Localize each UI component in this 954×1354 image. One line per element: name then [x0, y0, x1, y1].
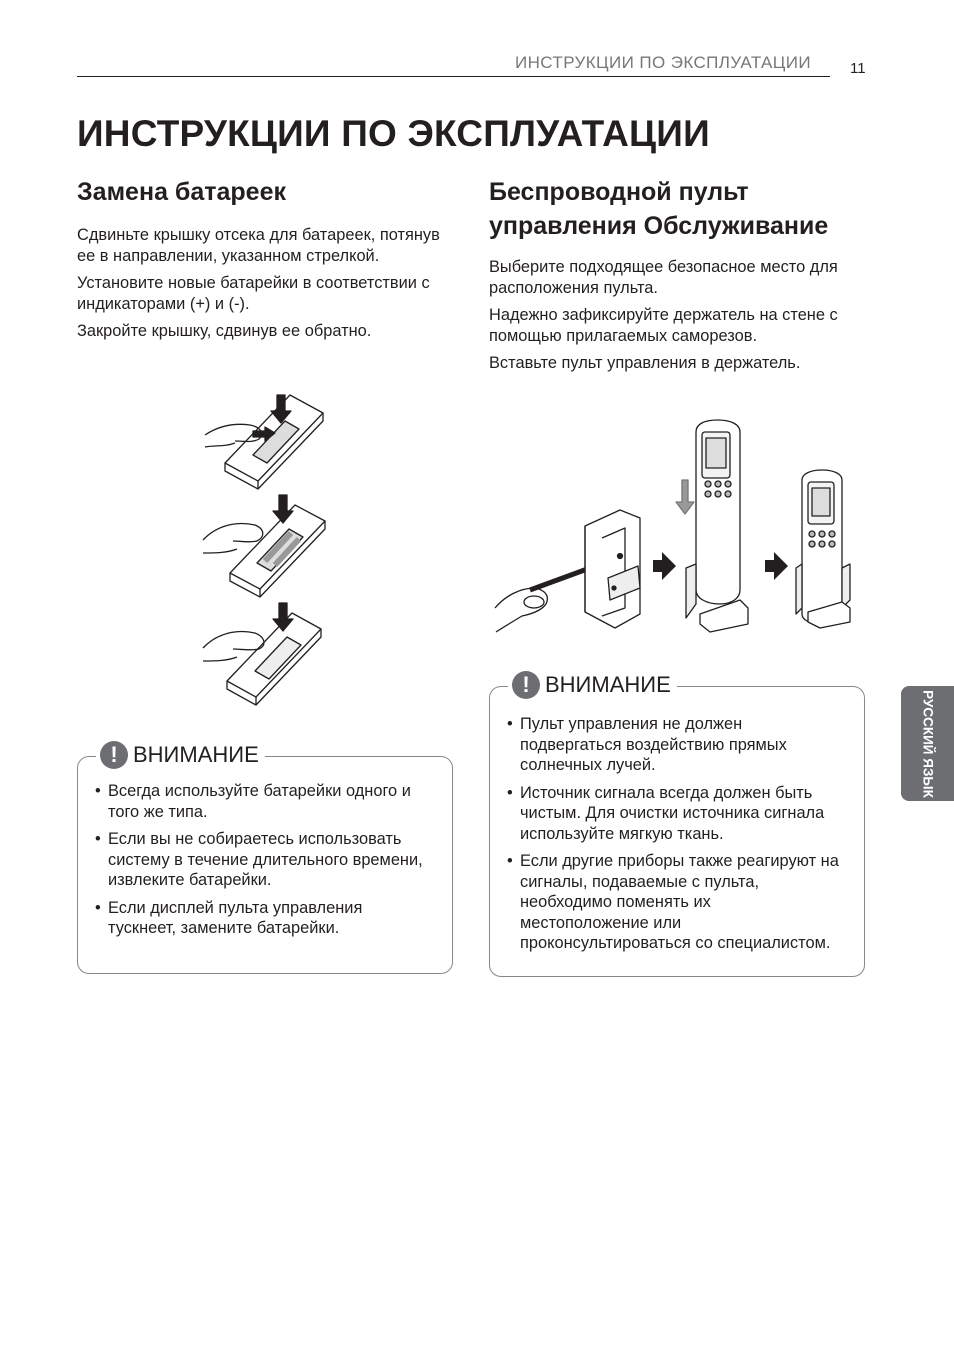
battery-step-2: Установите новые батарейки в соответствии с индикаторами (+) и (-). — [77, 274, 430, 313]
battery-step-3: Закройте крышку, сдвинув ее обратно. — [77, 322, 372, 340]
header-rule — [77, 76, 830, 77]
caution-heading — [96, 741, 265, 769]
exclamation-icon: ! — [100, 741, 128, 769]
battery-step-1: Сдвиньте крышку отсека для батареек, потянув ее в направлении, указанном стрелкой. — [77, 226, 440, 265]
list-item: • Если вы не собираетесь использовать систему в течение длительного времени, извлеките батарейки. — [95, 829, 432, 891]
page-number: 11 — [850, 60, 866, 77]
page-title: ИНСТРУКЦИИ ПО ЭКСПЛУАТАЦИИ — [77, 113, 710, 154]
caution-heading — [508, 671, 677, 699]
remote-in-holder — [796, 470, 850, 628]
language-side-tab — [901, 686, 954, 801]
remote-caution-box — [489, 672, 865, 977]
remote-step-1: Выберите подходящее безопасное место для расположения пульта. — [489, 258, 838, 297]
battery-caution-list — [95, 781, 432, 939]
battery-replacement-illustration — [195, 385, 335, 715]
remote-holder-illustration — [490, 418, 865, 646]
battery-panel-close-cover — [203, 603, 321, 705]
caution-label: ВНИМАНИЕ — [133, 742, 259, 767]
remote-step-2: Надежно зафиксируйте держатель на стене с помощью прилагаемых саморезов. — [489, 306, 838, 345]
battery-section — [77, 175, 457, 349]
list-item: • Пульт управления не должен подвергаться воздействию прямых солнечных лучей. — [507, 714, 844, 776]
battery-panel-open-cover — [205, 395, 323, 489]
list-item: • Если дисплей пульта управления тускнеет, замените батарейки. — [95, 898, 432, 939]
wall-holder — [585, 510, 640, 628]
remote-inserting — [676, 420, 748, 632]
list-item: • Если другие приборы также реагируют на сигналы, подаваемые с пульта, необходимо поменять их местоположение или проконсультироваться со специалистом. — [507, 851, 844, 954]
exclamation-icon: ! — [512, 671, 540, 699]
list-item: • Всегда используйте батарейки одного и того же типа. — [95, 781, 432, 822]
caution-label: ВНИМАНИЕ — [545, 672, 671, 697]
battery-panel-insert — [203, 495, 325, 597]
language-tab-label: РУССКИЙ ЯЗЫК — [920, 689, 935, 798]
remote-section-heading: Беспроводной пульт управления Обслуживание — [489, 178, 829, 240]
battery-caution-box — [77, 742, 453, 974]
running-header-title: ИНСТРУКЦИИ ПО ЭКСПЛУАТАЦИИ — [515, 53, 811, 72]
remote-caution-list — [507, 714, 844, 954]
list-item: • Источник сигнала всегда должен быть чистым. Для очистки источника сигнала используйте мягкую ткань. — [507, 783, 844, 845]
remote-maintenance-section — [489, 175, 869, 381]
hand-with-screwdriver — [495, 564, 600, 632]
remote-step-3: Вставьте пульт управления в держатель. — [489, 354, 801, 372]
battery-section-heading: Замена батареек — [77, 178, 286, 206]
